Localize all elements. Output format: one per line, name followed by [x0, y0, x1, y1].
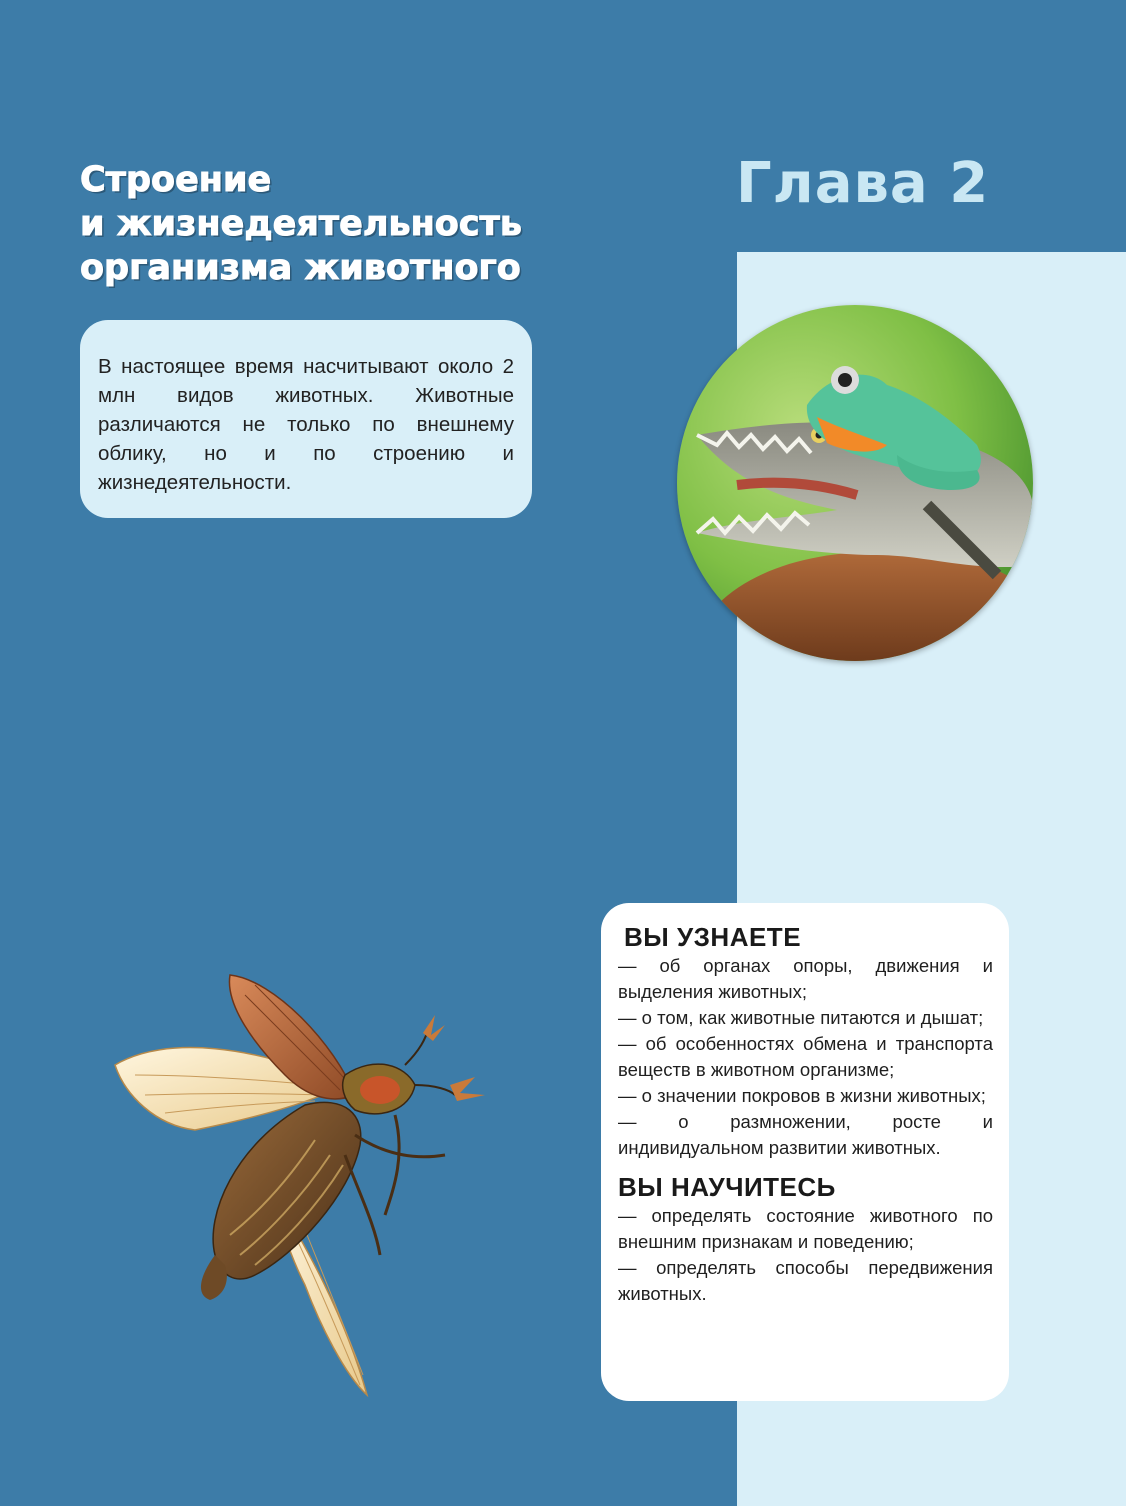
title-line-1: Строение	[80, 160, 272, 200]
learn-heading: ВЫ УЗНАЕТЕ	[624, 922, 802, 952]
learning-goals-box	[601, 903, 1009, 1401]
frog-crocodile-photo	[677, 305, 1033, 661]
learn-item: — о размножении, росте и индивидуальном развитии животных.	[618, 1111, 993, 1158]
learn-item: — об особенностях обмена и транспорта веществ в животном организме;	[618, 1033, 993, 1080]
intro-box	[80, 320, 532, 518]
skills-heading: ВЫ НАУЧИТЕСЬ	[618, 1172, 836, 1202]
intro-text: В настоящее время насчитывают около 2 млн видов животных. Животные различаются не только по внешнему облику, но и по строению и жизнедеятельности.	[98, 355, 514, 494]
skills-item: — определять способы передвижения животных.	[618, 1257, 993, 1304]
chapter-label: Глава 2	[736, 151, 990, 216]
learn-item: — о значении покровов в жизни животных;	[618, 1085, 986, 1106]
skills-item: — определять состояние животного по внешним признакам и поведению;	[618, 1205, 993, 1252]
beetle-illustration	[105, 955, 495, 1405]
learn-item: — об органах опоры, движения и выделения животных;	[618, 955, 993, 1002]
chapter-title	[80, 158, 640, 290]
title-line-3: организма животного	[80, 248, 521, 288]
title-line-2: и жизнедеятельность	[80, 204, 522, 244]
learn-item: — о том, как животные питаются и дышат;	[618, 1007, 984, 1028]
